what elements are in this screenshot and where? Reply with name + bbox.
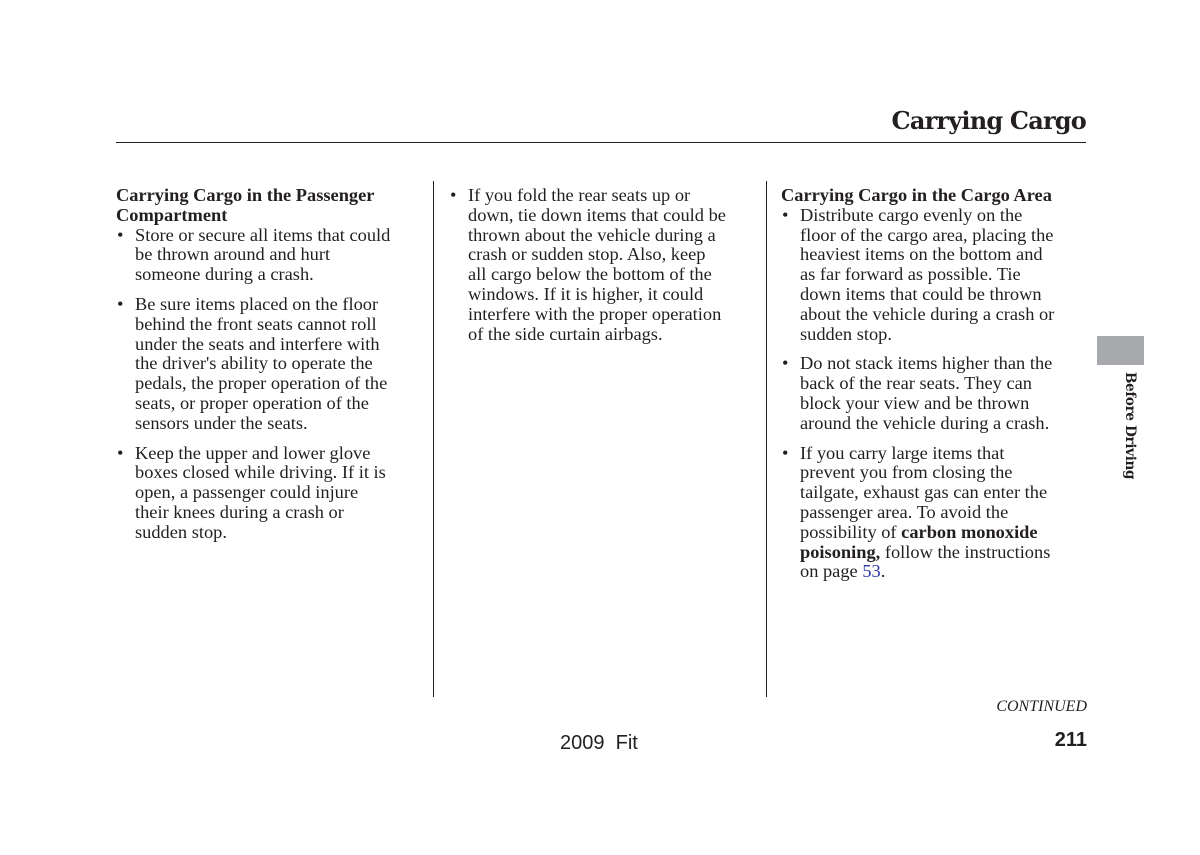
text-line: behind the front seats cannot roll xyxy=(135,313,377,334)
text-line: their knees during a crash or xyxy=(135,501,344,522)
text-line: the driver's ability to operate the xyxy=(135,353,373,374)
text-line: passenger area. To avoid the xyxy=(800,501,1009,522)
text-line: of the side curtain airbags. xyxy=(468,323,663,344)
list-item xyxy=(116,295,426,434)
text-line: thrown about the vehicle during a xyxy=(468,224,716,245)
section-tab-marker xyxy=(1097,336,1144,365)
text-line: windows. If it is higher, it could xyxy=(468,283,704,304)
text-segment: follow the instructions xyxy=(880,541,1051,562)
heading-line: Carrying Cargo in the Passenger xyxy=(116,185,375,205)
column-cargo-area xyxy=(781,186,1091,592)
text-line: seats, or proper operation of the xyxy=(135,392,369,413)
text-line: boxes closed while driving. If it is xyxy=(135,462,386,483)
section-tab-label: Before Driving xyxy=(1122,372,1138,480)
text-line: about the vehicle during a crash or xyxy=(800,303,1055,324)
page-reference-link[interactable]: 53 xyxy=(862,561,881,582)
text-line: If you fold the rear seats up or xyxy=(468,185,691,205)
list-item xyxy=(116,444,426,543)
text-line: Distribute cargo evenly on the xyxy=(800,204,1023,225)
text-line xyxy=(800,562,1091,582)
text-line: crash or sudden stop. Also, keep xyxy=(468,244,706,265)
text-line: heaviest items on the bottom and xyxy=(800,244,1043,265)
text-line: down items that could be thrown xyxy=(800,283,1042,304)
text-line: be thrown around and hurt xyxy=(135,244,331,265)
bullet-icon: • xyxy=(782,204,789,225)
heading-cargo-area: Carrying Cargo in the Cargo Area xyxy=(781,185,1052,205)
text-line: Keep the upper and lower glove xyxy=(135,442,371,463)
text-line: block your view and be thrown xyxy=(800,392,1030,413)
bullet-icon: • xyxy=(117,442,124,463)
bullet-icon: • xyxy=(782,442,789,463)
page-number: 211 xyxy=(1054,729,1087,751)
section-title: Carrying Cargo xyxy=(891,106,1086,135)
text-line: all cargo below the bottom of the xyxy=(468,264,712,285)
list-item xyxy=(449,186,759,344)
text-line: sensors under the seats. xyxy=(135,412,308,433)
text-line: open, a passenger could injure xyxy=(135,482,359,503)
text-line: sudden stop. xyxy=(135,521,227,542)
bullet-icon: • xyxy=(450,185,457,205)
list-item xyxy=(116,226,426,285)
column-passenger-compartment xyxy=(116,186,426,553)
bullet-list xyxy=(449,186,759,344)
warning-emphasis: carbon monoxide xyxy=(901,521,1038,542)
text-line: interfere with the proper operation xyxy=(468,303,722,324)
list-item xyxy=(781,354,1091,433)
text-line: Do not stack items higher than the xyxy=(800,353,1053,374)
bullet-list xyxy=(781,206,1091,582)
text-line: tailgate, exhaust gas can enter the xyxy=(800,482,1048,503)
text-line: Store or secure all items that could xyxy=(135,224,391,245)
text-line xyxy=(800,543,1091,563)
text-line: Be sure items placed on the floor xyxy=(135,293,379,314)
bullet-icon: • xyxy=(117,293,124,314)
text-line: around the vehicle during a crash. xyxy=(800,412,1050,433)
heading-passenger-compartment xyxy=(116,186,426,226)
text-line xyxy=(800,523,1091,543)
text-line: pedals, the proper operation of the xyxy=(135,373,388,394)
text-segment: on page xyxy=(800,561,863,582)
text-segment: possibility of xyxy=(800,521,902,542)
text-line: down, tie down items that could be xyxy=(468,204,726,225)
text-line: floor of the cargo area, placing the xyxy=(800,224,1054,245)
text-segment: . xyxy=(880,561,886,582)
column-divider xyxy=(766,181,767,697)
bullet-list xyxy=(116,226,426,543)
continued-label: CONTINUED xyxy=(996,698,1087,715)
warning-emphasis: poisoning, xyxy=(800,541,881,562)
bullet-icon: • xyxy=(782,353,789,374)
text-line: sudden stop. xyxy=(800,323,892,344)
list-item xyxy=(781,206,1091,345)
text-line: under the seats and interfere with xyxy=(135,333,380,354)
bullet-icon: • xyxy=(117,224,124,245)
text-line: as far forward as possible. Tie xyxy=(800,264,1021,285)
text-line: someone during a crash. xyxy=(135,264,314,285)
title-rule xyxy=(116,142,1086,143)
heading-line: Compartment xyxy=(116,204,228,225)
column-divider xyxy=(433,181,434,697)
column-rear-seats xyxy=(449,186,759,354)
text-line: If you carry large items that xyxy=(800,442,1005,463)
list-item xyxy=(781,444,1091,583)
text-line: back of the rear seats. They can xyxy=(800,373,1032,394)
footer-model: 2009 Fit xyxy=(560,732,638,754)
text-line: prevent you from closing the xyxy=(800,462,1013,483)
